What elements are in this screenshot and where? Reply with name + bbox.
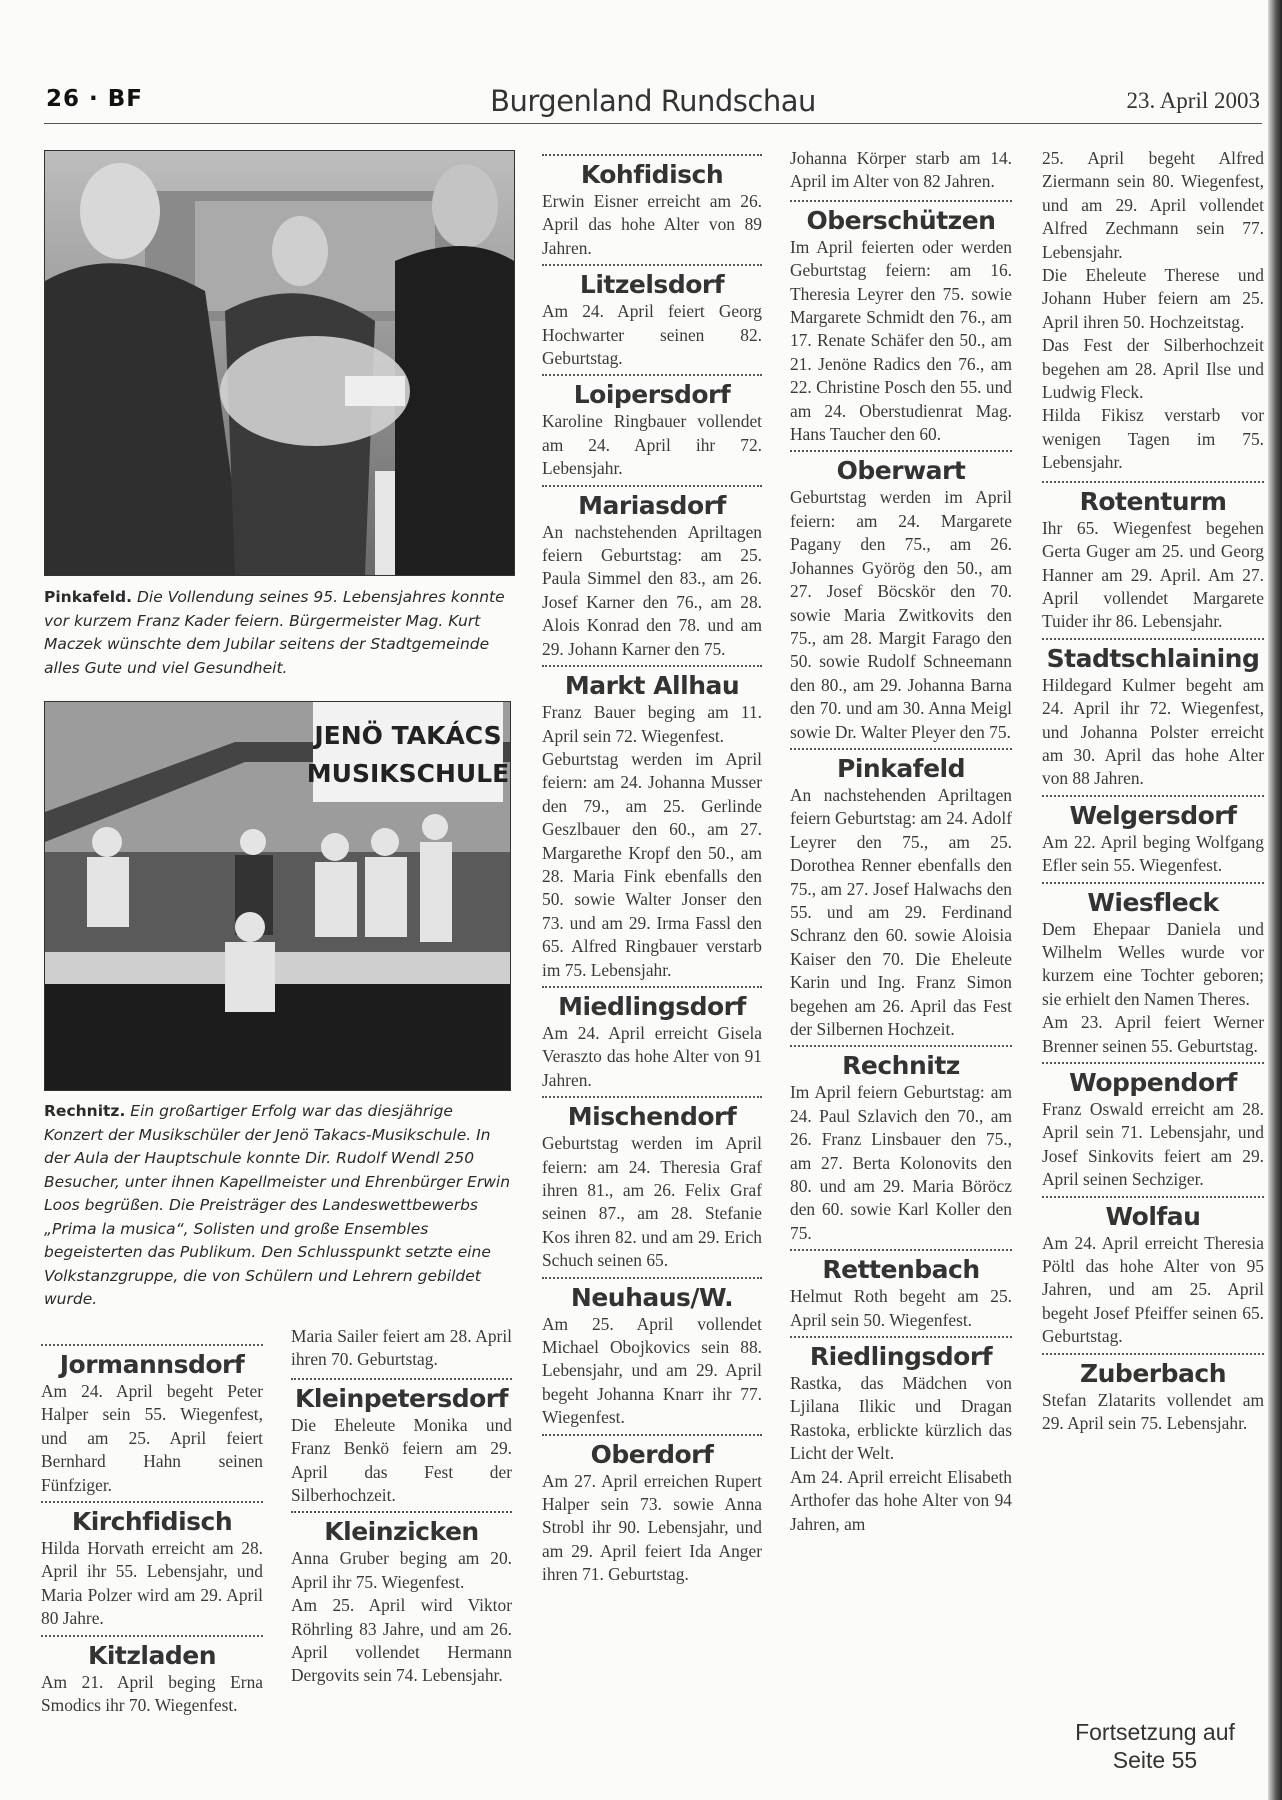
- section-paragraph: Das Fest der Silberhochzeit begehen am 28. April Ilse und Ludwig Fleck.: [1042, 335, 1264, 403]
- dotted-separator: [542, 1096, 762, 1098]
- dotted-separator: [542, 154, 762, 156]
- news-section: [41, 1344, 263, 1497]
- section-paragraph: Am 21. April beging Erna Smodics ihr 70. Wiegenfest.: [41, 1671, 263, 1716]
- section-paragraph: Ihr 65. Wiegenfest begehen Gerta Guger am 25. und Georg Hanner am 29. April. Am 27. April vollendet Margarete Tuider ihr 86. Lebensjahr.: [1042, 517, 1264, 632]
- news-section: [790, 1249, 1012, 1332]
- section-heading: Wolfau: [1105, 1201, 1201, 1231]
- section-paragraph: Am 24. April feiert Georg Hochwarter seinen 82. Geburtstag.: [542, 301, 762, 369]
- caption-text: Ein großartiger Erfolg war das diesjährige Konzert der Musikschüler der Jenö Takacs-Musikschule. In der Aula der Hauptschule konnte Dir. Rudolf Wendl 250 Besucher, unter ihnen Kapellmeister und Ehrenbürger Erwin Loos begrüßen. Die Preisträger des Landeswettbewerbs „Prima la musica“, Solisten und große Ensembles begeisterten das Publikum. Den Schlusspunkt setzte eine Volkstanzgruppe, die von Schülern und Lehrern gebildet wurde.: [44, 1102, 511, 1308]
- news-section: [542, 485, 762, 661]
- news-section: [542, 1277, 762, 1430]
- section-heading: Kirchfidisch: [71, 1507, 233, 1537]
- photo-pinkafeld: [44, 150, 515, 576]
- section-paragraph: Johanna Körper starb am 14. April im Alter von 82 Jahren.: [790, 148, 1012, 192]
- section-paragraph: Am 23. April feiert Werner Brenner seinen 55. Geburtstag.: [1042, 1012, 1264, 1056]
- section-heading: Jormannsdorf: [59, 1350, 245, 1379]
- caption-place: Rechnitz.: [44, 1102, 126, 1120]
- news-column-3: [790, 147, 1012, 1536]
- section-paragraph: Hildegard Kulmer begeht am 24. April ihr 72. Wiegenfest, und Johanna Polster erreicht am 30. April das hohe Alter von 88 Jahren.: [1042, 674, 1264, 789]
- news-section: [542, 665, 762, 982]
- dotted-separator: [542, 1434, 762, 1436]
- dotted-separator: [542, 665, 762, 667]
- section-heading: Oberschützen: [806, 205, 996, 235]
- dotted-separator: [1042, 481, 1264, 483]
- news-section: [542, 986, 762, 1092]
- news-continuation: [1042, 147, 1264, 475]
- dotted-separator: [1042, 1062, 1264, 1064]
- news-column-2: [542, 150, 762, 1587]
- dotted-separator: [542, 374, 762, 376]
- section-paragraph: Erwin Eisner erreicht am 26. April das hohe Alter von 89 Jahren.: [542, 191, 762, 258]
- section-heading: Kohfidisch: [580, 160, 724, 189]
- news-section: [542, 154, 762, 260]
- dotted-separator: [1042, 795, 1264, 797]
- news-section: [1042, 1353, 1264, 1436]
- dotted-separator: [1042, 882, 1264, 884]
- section-paragraph: Geburtstag werden im April feiern: am 24. Johanna Musser den 79., am 25. Gerlinde Geszlbauer den 60., am 27. Margarethe Kropf den 50., am 28. Maria Fink ebenfalls den 50. sowie Walter Jonser den 73. und am 29. Irma Fassl den 65. Alfred Ringbauer verstarb im 75. Lebensjahr.: [542, 748, 762, 980]
- section-paragraph: Am 24. April erreicht Theresia Pöltl das hohe Alter von 95 Jahren, und am 25. April begeht Josef Pfeiffer seinen 65. Geburtstag.: [1042, 1232, 1264, 1347]
- section-heading: Kleinzicken: [324, 1517, 479, 1547]
- section-heading: Neuhaus/W.: [570, 1282, 734, 1312]
- section-heading: Litzelsdorf: [579, 270, 725, 300]
- section-heading: Markt Allhau: [564, 671, 740, 701]
- section-heading: Woppendorf: [1069, 1068, 1237, 1097]
- section-paragraph: Am 24. April erreicht Elisabeth Arthofer das hohe Alter von 94 Jahren, am: [790, 1466, 1012, 1534]
- page-header: [46, 84, 1260, 120]
- section-paragraph: Im April feiern Geburtstag: am 24. Paul Szlavich den 70., am 26. Franz Linsbauer den 75., am 27. Berta Kolonovits den 80. und am 29. Maria Böröcz den 60. sowie Karl Koller den 75.: [790, 1082, 1012, 1243]
- dotted-separator: [542, 986, 762, 988]
- section-paragraph: Rastka, das Mädchen von Ljilana Ilikic und Dragan Rastoka, erblickte kürzlich das Licht der Welt.: [790, 1373, 1012, 1464]
- dotted-separator: [1042, 638, 1264, 640]
- section-paragraph: Die Eheleute Monika und Franz Benkö feiern am 29. April das Fest der Silberhochzeit.: [291, 1414, 512, 1506]
- news-section: [1042, 638, 1264, 791]
- dotted-separator: [790, 1249, 1012, 1251]
- dotted-separator: [291, 1378, 512, 1380]
- section-paragraph: Am 24. April erreicht Gisela Veraszto das hohe Alter von 91 Jahren.: [542, 1022, 762, 1090]
- section-paragraph: Am 25. April wird Viktor Röhrling 83 Jahre, und am 26. April vollendet Hermann Dergovits sein 74. Lebensjahr.: [291, 1595, 512, 1686]
- section-paragraph: Franz Oswald erreicht am 28. April sein 71. Lebensjahr, und Josef Sinkovits feiert am 29. April seinen Sechziger.: [1042, 1099, 1264, 1190]
- section-heading: Loipersdorf: [573, 380, 731, 410]
- section-paragraph: Am 25. April vollendet Michael Obojkovics sein 88. Lebensjahr, und am 29. April begeht Johanna Knarr ihr 77. Wiegenfest.: [542, 1313, 762, 1428]
- dotted-separator: [542, 1277, 762, 1279]
- continuation-line-2: Seite 55: [1112, 1747, 1198, 1773]
- dotted-separator: [790, 1045, 1012, 1047]
- section-paragraph: An nachstehenden Apriltagen feiern Geburtstag: am 25. Paula Simmel den 83., am 26. Josef Karner den 76., am 28. Alois Konrad den 78. und am 29. Johann Karner den 75.: [542, 521, 762, 659]
- newspaper-title: Burgenland Rundschau: [490, 84, 816, 118]
- news-section: [1042, 481, 1264, 634]
- section-paragraph: Hilda Fikisz verstarb vor wenigen Tagen im 75. Lebensjahr.: [1042, 405, 1264, 473]
- dotted-separator: [41, 1501, 263, 1503]
- section-paragraph: An nachstehenden Apriltagen feiern Geburtstag: am 24. Adolf Leyrer den 75., am 25. Dorothea Renner ebenfalls den 75., am 27. Josef Halwachs den 55. und am 29. Ferdinand Schranz den 60. sowie Aloisia Kaiser den 70. Die Eheleute Karin und Ing. Franz Simon begehen am 26. April das Fest der Silbernen Hochzeit.: [790, 784, 1012, 1039]
- section-paragraph: Die Eheleute Therese und Johann Huber feiern am 25. April ihren 50. Hochzeitstag.: [1042, 265, 1264, 332]
- caption-text: Die Vollendung seines 95. Lebensjahres konnte vor kurzem Franz Kader feiern. Bürgermeister Mag. Kurt Maczek wünschte dem Jubilar seitens der Stadtgemeinde alles Gute und viel Gesundheit.: [44, 588, 505, 677]
- continuation-note: [1045, 1718, 1265, 1774]
- section-paragraph: Helmut Roth begeht am 25. April sein 50. Wiegenfest.: [790, 1286, 1012, 1330]
- news-column-4: [1042, 147, 1264, 1435]
- section-heading: Zuberbach: [1080, 1358, 1226, 1388]
- photo-rechnitz: [44, 701, 511, 1091]
- section-heading: Oberdorf: [590, 1439, 714, 1469]
- section-paragraph: Karoline Ringbauer vollendet am 24. April ihr 72. Lebensjahr.: [542, 411, 762, 479]
- page-number: 26 · BF: [46, 86, 144, 112]
- section-paragraph: Am 27. April erreichen Rupert Halper sein 73. sowie Anna Strobl ihr 90. Lebensjahr, und am 29. April feiert Ida Anger ihren 71. Geburtstag.: [542, 1470, 762, 1585]
- dotted-separator: [790, 1336, 1012, 1338]
- news-section: [41, 1501, 263, 1631]
- scan-edge: [1268, 0, 1282, 1800]
- section-paragraph: Stefan Zlatarits vollendet am 29. April sein 75. Lebensjahr.: [1042, 1389, 1264, 1434]
- dotted-separator: [41, 1344, 263, 1346]
- news-section: [790, 450, 1012, 743]
- news-section: [542, 374, 762, 480]
- section-paragraph: Hilda Horvath erreicht am 28. April ihr 55. Lebensjahr, und Maria Polzer wird am 29. April 80 Jahre.: [41, 1538, 263, 1629]
- news-column-1b: [291, 1325, 512, 1688]
- photo-caption-pinkafeld: [44, 586, 514, 680]
- news-section: [790, 200, 1012, 447]
- dotted-separator: [790, 748, 1012, 750]
- issue-date: 23. April 2003: [1126, 88, 1260, 113]
- section-heading: Riedlingsdorf: [809, 1342, 993, 1372]
- sign-line-1: JENÖ TAKÁCS: [314, 721, 502, 750]
- dotted-separator: [1042, 1353, 1264, 1355]
- news-section: [41, 1635, 263, 1718]
- section-paragraph: Maria Sailer feiert am 28. April ihren 70. Geburtstag.: [291, 1326, 512, 1370]
- section-paragraph: Anna Gruber beging am 20. April ihr 75. Wiegenfest.: [291, 1548, 512, 1592]
- news-section: [542, 264, 762, 370]
- section-heading: Rotenturm: [1079, 486, 1227, 516]
- news-column-1a: [41, 1340, 263, 1717]
- dotted-separator: [41, 1635, 263, 1637]
- sign-line-2: MUSIKSCHULE: [306, 759, 510, 788]
- section-paragraph: 25. April begeht Alfred Ziermann sein 80. Wiegenfest, und am 29. April vollendet Alfred Zechmann sein 77. Lebensjahr.: [1042, 148, 1264, 262]
- photo-caption-rechnitz: [44, 1100, 512, 1312]
- section-paragraph: Im April feierten oder werden Geburtstag feiern: am 16. Theresia Leyrer den 75. sowie Margarete Schmidt den 76., am 17. Renate Schäfer den 50., am 21. Jenöne Radics den 76., am 22. Christine Posch den 55. und am 24. Oberstudienrat Mag. Hans Taucher den 60.: [790, 236, 1012, 445]
- section-paragraph: Geburtstag werden im April feiern: am 24. Margarete Pagany den 75., am 26. Johannes Györög den 50., am 27. Josef Böcskör den 70. sowie Maria Zwitkovits den 75., am 28. Margit Farago den 50. sowie Rudolf Schneemann den 80., am 29. Johanna Barna den 70. und am 30. Anna Meigl sowie Dr. Walter Pleyer den 75.: [790, 487, 1012, 742]
- section-heading: Kleinpetersdorf: [294, 1383, 508, 1413]
- section-heading: Wiesfleck: [1087, 887, 1219, 917]
- section-heading: Mariasdorf: [578, 490, 726, 520]
- news-continuation: [790, 147, 1012, 194]
- news-section: [1042, 795, 1264, 878]
- section-heading: Rechnitz: [842, 1051, 960, 1081]
- news-section: [1042, 1062, 1264, 1192]
- header-rule: [44, 123, 1262, 124]
- news-section: [291, 1378, 512, 1508]
- dotted-separator: [542, 485, 762, 487]
- section-heading: Mischendorf: [567, 1102, 737, 1132]
- section-heading: Stadtschlaining: [1046, 643, 1260, 673]
- news-section: [790, 1045, 1012, 1245]
- section-heading: Rettenbach: [822, 1255, 980, 1285]
- section-paragraph: Am 24. April begeht Peter Halper sein 55. Wiegenfest, und am 25. April feiert Bernhard Hahn seinen Fünfziger.: [41, 1381, 263, 1495]
- dotted-separator: [291, 1511, 512, 1513]
- dotted-separator: [542, 264, 762, 266]
- section-heading: Pinkafeld: [837, 753, 965, 783]
- news-section: [1042, 882, 1264, 1058]
- news-section: [790, 1336, 1012, 1536]
- section-heading: Kitzladen: [87, 1640, 217, 1670]
- caption-place: Pinkafeld.: [44, 588, 133, 606]
- news-continuation: [291, 1325, 512, 1372]
- news-section: [1042, 1196, 1264, 1349]
- news-section: [542, 1434, 762, 1587]
- section-heading: Miedlingsdorf: [558, 991, 746, 1021]
- dotted-separator: [790, 450, 1012, 452]
- dotted-separator: [1042, 1196, 1264, 1198]
- news-section: [790, 748, 1012, 1041]
- news-section: [542, 1096, 762, 1272]
- section-paragraph: Am 22. April beging Wolfgang Efler sein 55. Wiegenfest.: [1042, 831, 1264, 876]
- news-section: [291, 1511, 512, 1687]
- section-paragraph: Franz Bauer beging am 11. April sein 72. Wiegenfest.: [542, 702, 762, 746]
- dotted-separator: [790, 200, 1012, 202]
- section-paragraph: Dem Ehepaar Daniela und Wilhelm Welles wurde vor kurzem eine Tochter geboren; sie erhielt den Namen Theres.: [1042, 918, 1264, 1009]
- continuation-line-1: Fortsetzung auf: [1075, 1719, 1235, 1745]
- section-heading: Oberwart: [836, 456, 966, 486]
- section-heading: Welgersdorf: [1069, 800, 1237, 830]
- section-paragraph: Geburtstag werden im April feiern: am 24. Theresia Graf ihren 81., am 26. Felix Graf seinen 87., am 28. Stefanie Kos ihren 82. und am 29. Erich Schuch seinen 65.: [542, 1133, 762, 1271]
